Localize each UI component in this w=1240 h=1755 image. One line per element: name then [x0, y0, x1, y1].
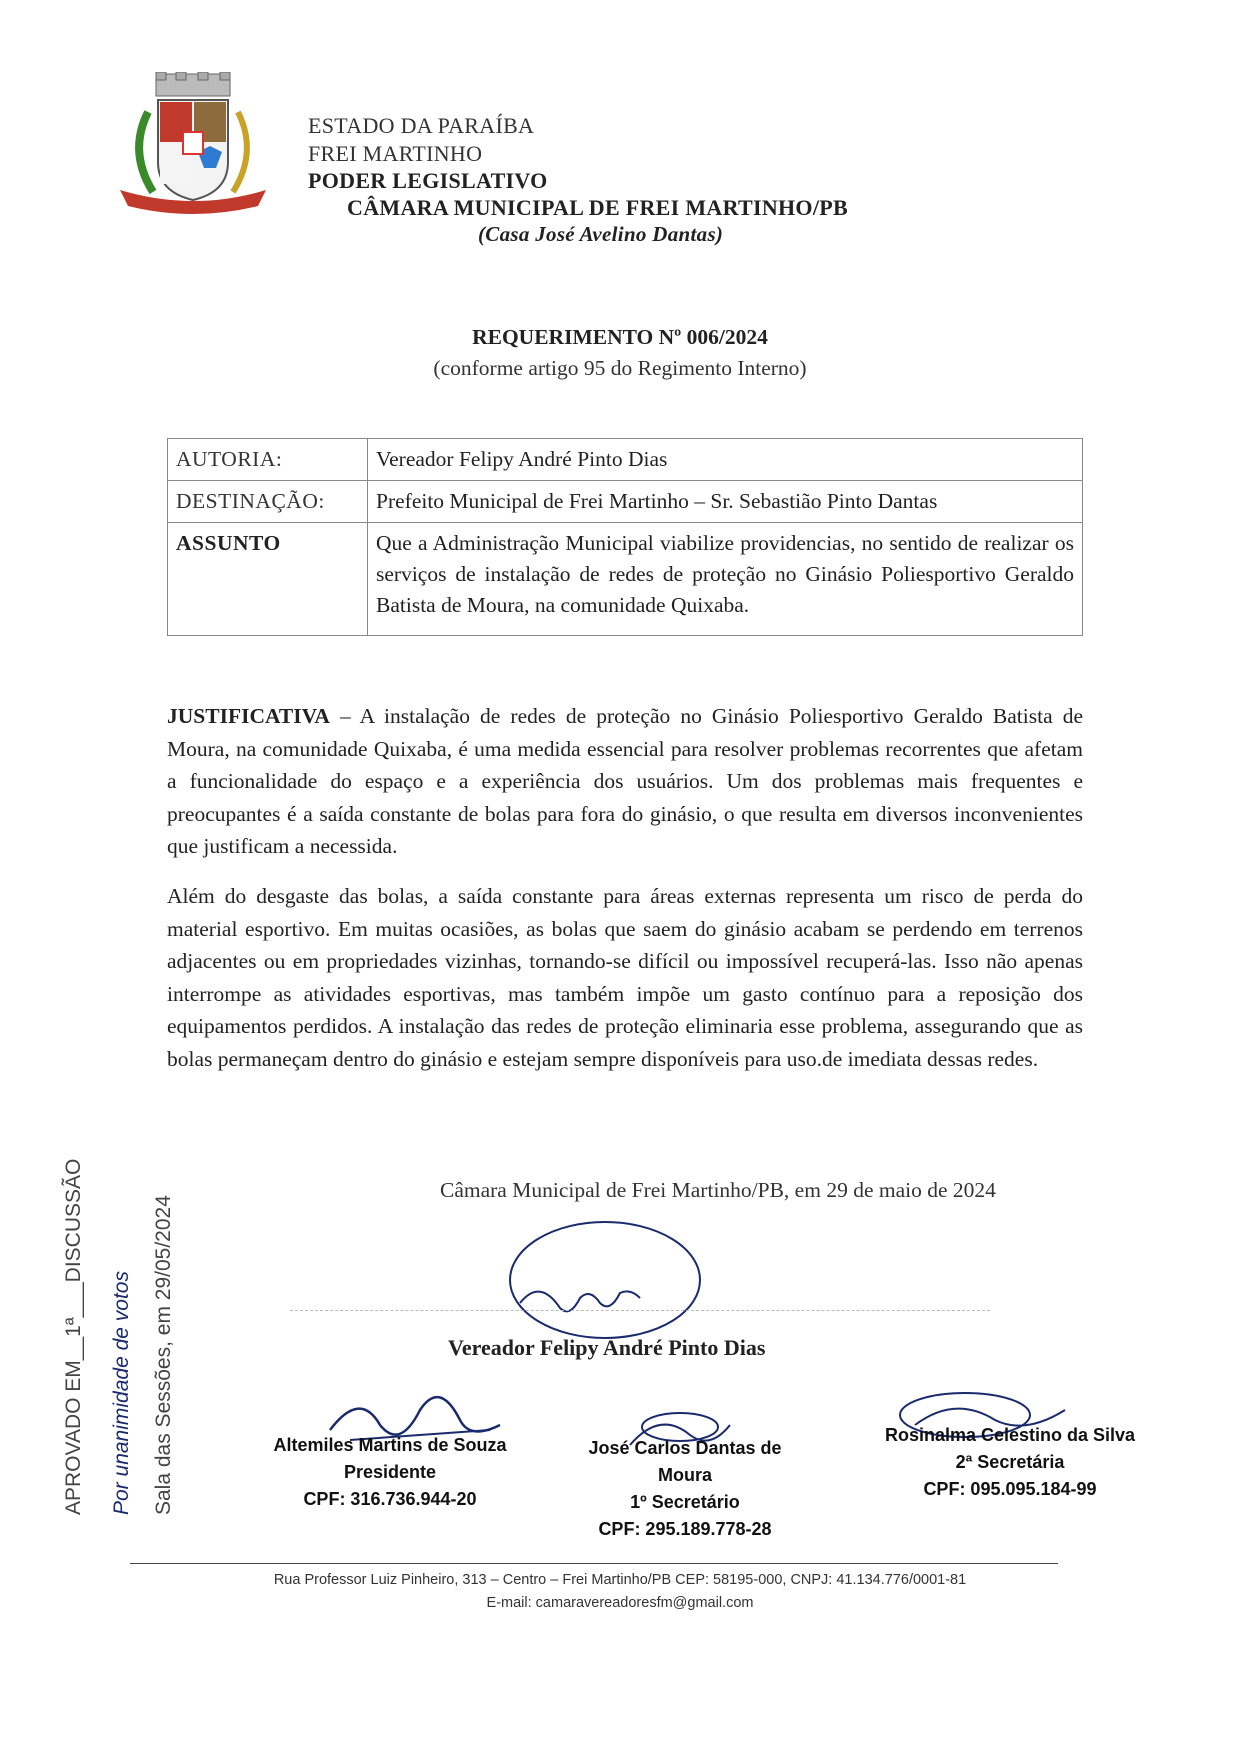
second-secretary-name: Rosinalma Celestino da Silva — [884, 1425, 1136, 1445]
value-autoria: Vereador Felipy André Pinto Dias — [368, 439, 1083, 481]
header-city: FREI MARTINHO — [308, 141, 483, 166]
signature-president — [255, 1432, 525, 1513]
second-secretary-cpf: CPF: 095.095.184-99 — [923, 1479, 1097, 1499]
president-cpf: CPF: 316.736.944-20 — [303, 1489, 477, 1509]
header-branch: PODER LEGISLATIVO — [308, 168, 548, 193]
first-secretary-cpf: CPF: 295.189.778-28 — [598, 1519, 772, 1539]
first-secretary-role: 1º Secretário — [630, 1492, 740, 1512]
footer-email: E-mail: camaravereadoresfm@gmail.com — [486, 1595, 754, 1611]
footer-divider — [130, 1563, 1058, 1564]
justification-paragraph-1 — [167, 700, 1083, 863]
approval-stamp-line-2: Por unanimidade de votos — [110, 1271, 133, 1515]
justification-paragraph-2: Além do desgaste das bolas, a saída constante para áreas externas representa um risco de perda do material esportivo. Em muitas ocasiões, as bolas que saem do ginásio acabam se perdendo em terrenos adjacentes ou em propriedades vizinhas, tornando-se difícil ou impossível recuperá-las. Isso não apenas interrompe as atividades esportivas, mas também impõe um gasto contínuo para a reposição dos equipamentos perdidos. A instalação das redes de proteção eliminaria esse problema, assegurando que as bolas permaneçam dentro do ginásio e estejam sempre disponíveis para uso.de imediata dessas redes. — [167, 884, 1083, 1071]
justification-text-1: – A instalação de redes de proteção no Ginásio Poliesportivo Geraldo Batista de Moura, na comunidade Quixaba, é uma medida essencial para resolver problemas recorrentes que afetam a funcionalidade do espaço e a experiência dos usuários. Um dos problemas mais frequentes e preocupantes é a saída constante de bolas para fora do ginásio, o que resulta em diversos inconvenientes que justificam a necessida. — [167, 704, 1083, 858]
info-table — [167, 438, 1083, 636]
author-signature-line — [290, 1310, 990, 1311]
value-assunto: Que a Administração Municipal viabilize providencias, no sentido de realizar os serviços de instalação de redes de proteção no Ginásio Poliesportivo Geraldo Batista de Moura, na comunidade Quixaba. — [368, 523, 1083, 636]
label-autoria: AUTORIA: — [168, 439, 368, 481]
coat-of-arms-logo — [118, 72, 268, 222]
table-row — [168, 439, 1083, 481]
author-signature-scribble — [500, 1218, 720, 1348]
president-name: Altemiles Martins de Souza — [273, 1435, 507, 1455]
signature-first-secretary — [560, 1435, 810, 1543]
header-chamber: CÂMARA MUNICIPAL DE FREI MARTINHO/PB — [347, 195, 848, 220]
first-secretary-name: José Carlos Dantas de Moura — [588, 1438, 782, 1485]
second-secretary-role: 2ª Secretária — [955, 1452, 1065, 1472]
header-house: (Casa José Avelino Dantas) — [478, 222, 724, 246]
table-row — [168, 523, 1083, 636]
header-state: ESTADO DA PARAÍBA — [308, 113, 535, 138]
table-row — [168, 481, 1083, 523]
justification-heading: JUSTIFICATIVA — [167, 704, 330, 728]
document-subtitle: (conforme artigo 95 do Regimento Interno) — [433, 356, 807, 380]
signature-second-secretary — [880, 1422, 1140, 1503]
approval-stamp-line-1: APROVADO EM__1ª___DISCUSSÃO — [62, 1158, 85, 1515]
label-assunto: ASSUNTO — [168, 523, 368, 636]
value-destinacao: Prefeito Municipal de Frei Martinho – Sr. Sebastião Pinto Dantas — [368, 481, 1083, 523]
president-role: Presidente — [343, 1462, 437, 1482]
footer-address: Rua Professor Luiz Pinheiro, 313 – Centro – Frei Martinho/PB CEP: 58195-000, CNPJ: 41.134.776/0001-81 — [273, 1572, 967, 1588]
author-name: Vereador Felipy André Pinto Dias — [448, 1335, 766, 1360]
label-destinacao: DESTINAÇÃO: — [168, 481, 368, 523]
place-date: Câmara Municipal de Frei Martinho/PB, em 29 de maio de 2024 — [440, 1178, 996, 1202]
approval-stamp-line-3: Sala das Sessões, em 29/05/2024 — [152, 1195, 175, 1515]
document-title: REQUERIMENTO Nº 006/2024 — [472, 325, 768, 349]
